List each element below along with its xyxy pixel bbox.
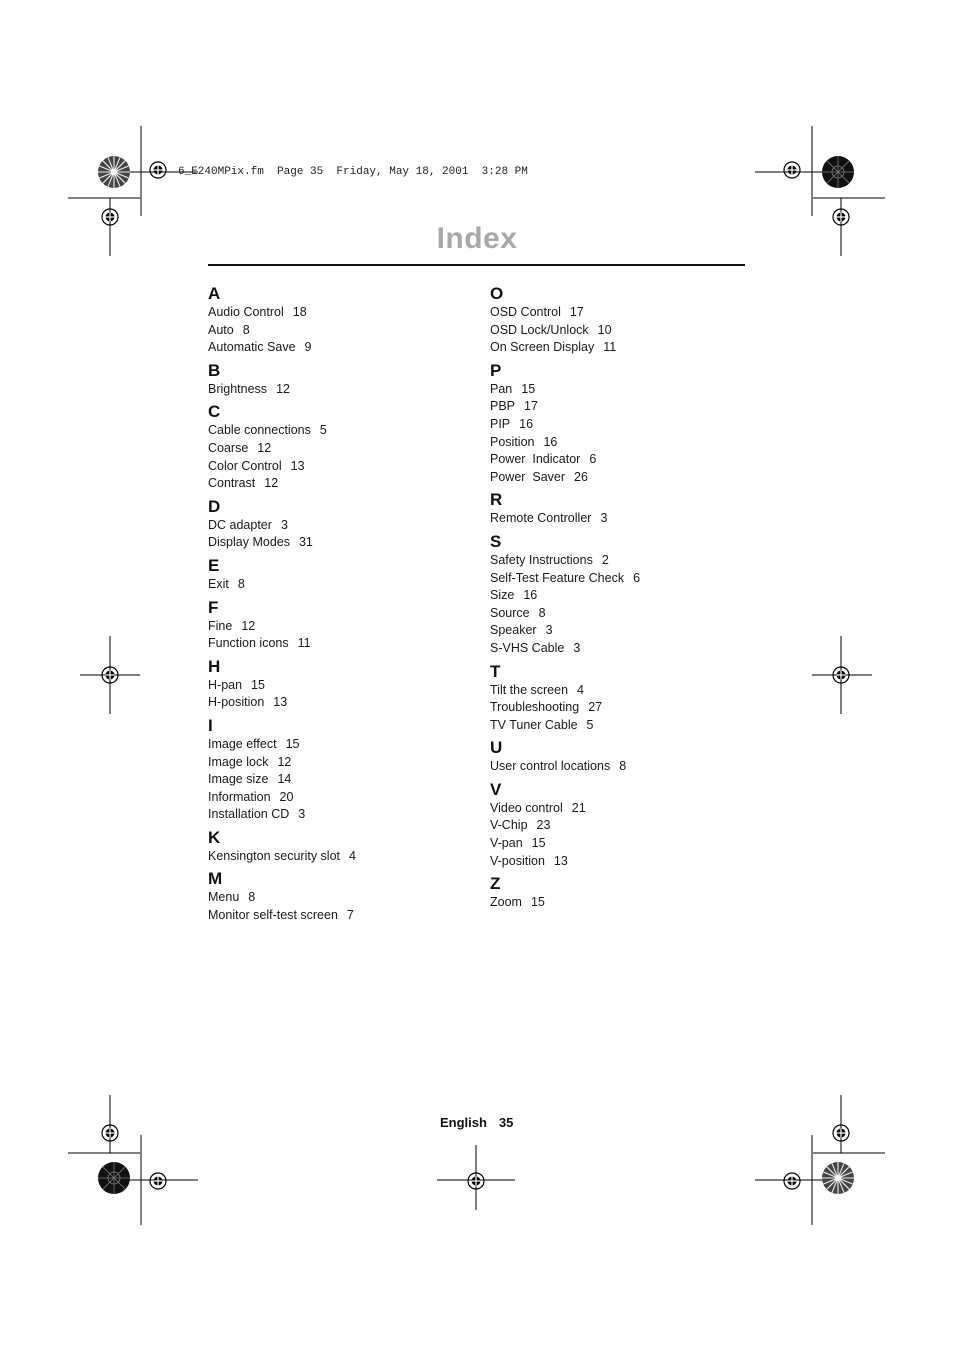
index-entry [490,682,640,700]
index-entry-page: 20 [279,789,294,804]
index-entry-page: 16 [519,416,534,431]
index-entry-page: 5 [319,423,327,438]
index-entry-page: 17 [524,399,538,414]
index-entry [208,304,356,322]
index-entry-term: Kensington security slot [208,848,341,863]
index-entry [208,907,356,925]
index-entry-term: Position [490,434,535,449]
index-entry-page: 8 [248,890,256,905]
index-entry-term: OSD Control [490,305,561,319]
index-entry [490,587,640,605]
index-entry [490,381,640,399]
index-column-left [208,284,356,925]
index-column-right [490,284,640,912]
index-entry-term: Image lock [208,754,269,769]
index-entry-page: 13 [290,458,305,473]
index-entry-term: S-VHS Cable [490,640,565,655]
index-entry [208,381,356,399]
index-entry [490,622,640,640]
index-entry-page: 15 [521,381,536,396]
index-entry-term: Power Indicator [490,452,581,467]
index-entry-term: H-position [208,695,265,710]
index-entry-term: Installation CD [208,807,290,822]
index-entry-page: 21 [571,800,586,815]
page-title: Index [436,222,518,255]
index-entry-page: 6 [633,570,641,585]
index-entry-term: Display Modes [208,535,290,550]
file-header: 6_E240MPix.fm Page 35 Friday, May 18, 2001 3:28 PM [178,166,528,178]
index-entry-term: V-Chip [490,818,528,833]
index-entry-page: 16 [523,588,538,603]
index-entry [490,416,640,434]
index-entry [208,534,356,552]
index-entry-page: 14 [277,772,292,787]
index-letter-heading: F [208,597,219,617]
index-entry-page: 15 [285,736,300,751]
index-entry [208,848,356,866]
page-footer [440,1115,513,1130]
index-entry-page: 12 [276,381,290,396]
index-entry-term: Function icons [208,636,289,651]
index-entry [208,789,356,807]
index-entry-term: On Screen Display [490,340,595,355]
index-entry-page: 6 [589,452,597,467]
index-entry [208,322,356,340]
index-entry-term: Information [208,789,271,804]
index-entry-term: Contrast [208,476,256,491]
index-entry-page: 27 [588,700,603,715]
index-letter-heading: A [208,284,221,303]
index-entry-page: 12 [257,440,272,455]
index-letter-heading: Z [490,874,501,894]
footer-language: English [440,1115,487,1130]
index-letter-heading: D [208,496,221,516]
index-entry-page: 26 [574,469,588,484]
index-entry-page: 9 [304,340,312,355]
index-entry-page: 4 [349,848,356,863]
index-entry-term: Audio Control [208,305,284,319]
index-entry-page: 12 [264,476,279,491]
index-entry-term: Self-Test Feature Check [490,570,625,585]
footer-page-number: 35 [498,1115,514,1130]
index-entry-page: 2 [601,552,609,567]
index-letter-heading: B [208,360,221,380]
index-entry-term: Auto [208,322,234,337]
index-entry-page: 17 [569,305,584,319]
title-rule [208,264,745,266]
index-entry-term: H-pan [208,677,243,692]
index-entry-page: 3 [280,517,288,532]
index-entry-page: 5 [586,717,594,732]
index-entry-term: Exit [208,576,229,591]
index-letter-heading: I [208,715,213,735]
index-entry [490,322,640,340]
index-entry-page: 7 [346,908,354,923]
index-entry [208,771,356,789]
index-entry-term: Menu [208,890,240,905]
index-entry-term: Brightness [208,381,268,396]
index-letter-heading: V [490,779,502,799]
index-entry [490,304,640,322]
index-entry-term: V-position [490,853,545,868]
index-entry [208,694,356,712]
index-entry [490,605,640,623]
index-entry-page: 16 [543,434,558,449]
index-entry-page: 4 [577,682,584,697]
index-entry [208,736,356,754]
index-entry-page: 12 [277,754,292,769]
index-letter-heading: H [208,656,221,676]
index-entry [490,835,640,853]
index-entry [490,469,640,487]
index-entry [490,640,640,658]
index-entry-term: Pan [490,381,513,396]
index-entry-term: PBP [490,399,516,414]
index-entry [208,806,356,824]
index-entry-page: 3 [573,640,581,655]
index-entry-term: V-pan [490,836,523,851]
index-entry-page: 8 [538,605,546,620]
index-entry [208,635,356,653]
index-entry-term: DC adapter [208,517,272,532]
index-entry-term: Safety Instructions [490,552,593,567]
index-entry [490,817,640,835]
index-entry-page: 10 [597,322,612,337]
index-entry-term: User control locations [490,759,611,774]
index-entry-page: 15 [531,836,546,851]
index-entry-page: 12 [241,618,256,633]
index-entry-term: Speaker [490,623,537,638]
index-entry-term: TV Tuner Cable [490,717,578,732]
index-entry [208,754,356,772]
index-entry-term: Coarse [208,440,249,455]
index-letter-heading: R [490,490,503,510]
index-entry-page: 3 [298,807,306,822]
index-entry-term: Monitor self-test screen [208,908,338,923]
index-entry-term: Video control [490,800,563,815]
index-entry [490,552,640,570]
index-entry-term: Troubleshooting [490,700,580,715]
index-letter-heading: T [490,661,501,681]
index-entry-page: 31 [298,535,313,550]
index-entry-term: Power Saver [490,469,566,484]
index-entry [490,853,640,871]
index-entry-term: Size [490,588,515,603]
index-entry-term: Automatic Save [208,340,296,355]
index-entry-page: 23 [536,818,551,833]
index-letter-heading: U [490,738,503,758]
index-entry [490,699,640,717]
index-entry [490,717,640,735]
index-entry [490,451,640,469]
index-entry-page: 15 [530,895,545,910]
index-entry-term: Color Control [208,458,282,473]
index-entry-page: 18 [292,305,307,319]
index-entry [490,510,640,528]
index-entry [490,339,640,357]
index-entry-term: Remote Controller [490,511,592,526]
index-entry [490,570,640,588]
index-entry-term: Tilt the screen [490,682,569,697]
index-entry [490,434,640,452]
index-entry [490,894,640,912]
index-entry [208,475,356,493]
index-entry [208,422,356,440]
index-entry-term: OSD Lock/Unlock [490,322,589,337]
index-entry [208,339,356,357]
index-entry-page: 13 [553,853,568,868]
index-entry-term: Image size [208,772,269,787]
index-entry-term: Cable connections [208,423,311,438]
index-entry [208,517,356,535]
index-entry-page: 11 [603,340,617,355]
index-letter-heading: P [490,360,502,380]
index-entry [208,677,356,695]
index-entry [208,576,356,594]
index-entry-page: 3 [600,511,608,526]
index-entry-page: 15 [251,677,265,692]
index-letter-heading: M [208,869,223,889]
index-entry [208,618,356,636]
index-letter-heading: O [490,284,504,303]
index-entry-page: 3 [545,623,553,638]
index-entry [490,800,640,818]
index-entry-page: 11 [297,636,311,651]
index-entry-page: 13 [273,695,288,710]
index-letter-heading: S [490,531,502,551]
index-entry [490,758,640,776]
index-letter-heading: E [208,555,220,575]
index-entry [208,440,356,458]
index-entry-term: PIP [490,416,511,431]
index-entry [490,398,640,416]
index-entry [208,458,356,476]
index-entry-page: 8 [237,576,245,591]
index-entry [208,889,356,907]
index-entry-term: Zoom [490,895,522,910]
index-letter-heading: C [208,402,221,422]
index-entry-page: 8 [242,322,250,337]
index-entry-page: 8 [619,759,627,774]
index-letter-heading: K [208,827,221,847]
index-entry-term: Source [490,605,530,620]
index-entry-term: Image effect [208,736,277,751]
index-entry-term: Fine [208,618,233,633]
